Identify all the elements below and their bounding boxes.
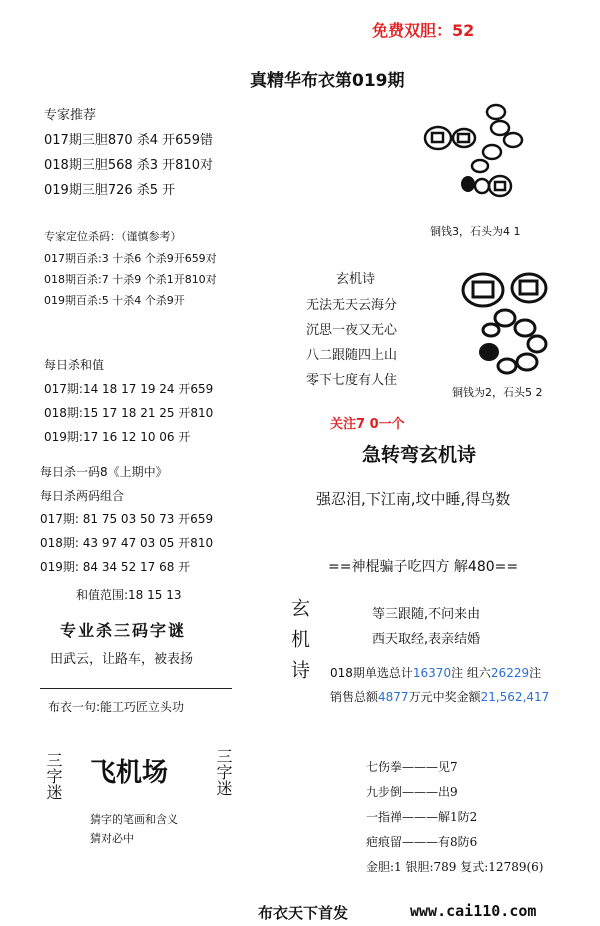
expert-line: 018期三胆568 杀3 开810对: [44, 158, 213, 173]
sales-text: 万元中奖金额: [408, 690, 481, 704]
coins-caption-1: 铜钱3，石头为4 1: [430, 225, 521, 238]
sales-text: 018期单选总计: [330, 666, 413, 680]
riddle-hint: 猜字的笔画和含义: [90, 813, 178, 826]
tip-line: 金胆:1 银胆:789 复式:12789(6): [366, 860, 544, 874]
two-code-line: 017期: 81 75 03 50 73 开659: [40, 512, 214, 526]
page-title: 真精华布衣第019期: [250, 71, 405, 91]
sales-number: 26229: [490, 666, 530, 680]
expert-line: 017期三胆870 杀4 开659错: [44, 133, 213, 148]
sum-kill-line: 018期:15 17 18 21 25 开810: [44, 406, 214, 420]
sales-number: 4877: [378, 690, 409, 704]
buyi-saying: 布衣一句:能工巧匠立头功: [48, 700, 185, 714]
xuanji-line: 等三跟随,不问来由: [372, 607, 481, 622]
two-code-line: 018期: 43 97 47 03 05 开810: [40, 536, 214, 550]
coins-caption-2: 铜钱为2，石头5 2: [452, 386, 543, 399]
xuanji-vertical: 玄机诗: [288, 598, 310, 691]
riddle-hint: 猜对必中: [90, 832, 134, 845]
position-kill-line: 017期百杀:3 十杀6 个杀9开659对: [44, 252, 217, 265]
sales-number: 16370: [412, 666, 452, 680]
tip-line: 九步倒———出9: [366, 785, 458, 799]
poem-line: 无法无天云海分: [306, 298, 398, 313]
sum-range: 和值范围:18 15 13: [76, 588, 182, 602]
sales-text: 注: [529, 666, 542, 680]
position-kill-line: 018期百杀:7 十杀9 个杀1开810对: [44, 273, 217, 286]
footer-brand: 布衣天下首发: [258, 904, 349, 922]
coins-stones-illustration-2: [455, 268, 565, 378]
tip-line: 疤痕留———有8防6: [366, 835, 478, 849]
poem-line: 零下七度有人住: [306, 373, 398, 388]
sum-kill-line: 019期:17 16 12 10 06 开: [44, 430, 191, 444]
footer-url[interactable]: www.cai110.com: [410, 902, 537, 920]
two-code-line: 019期: 84 34 52 17 68 开: [40, 560, 191, 574]
sales-line-2: [330, 688, 549, 705]
expert-heading: 专家推荐: [44, 108, 97, 123]
sum-kill-heading: 每日杀和值: [44, 358, 105, 372]
sales-line-1: [330, 664, 541, 681]
divider: [40, 688, 232, 689]
riddle-title: 飞机场: [90, 758, 169, 788]
focus-title: 急转弯玄机诗: [362, 444, 477, 466]
one-code-heading: 每日杀一码8《上期中》: [40, 465, 168, 479]
poem-heading: 玄机诗: [336, 272, 376, 287]
poem-line: 八二跟随四上山: [306, 348, 398, 363]
kill3-title: 专业杀三码字谜: [60, 621, 187, 640]
sales-number: 21,562,417: [480, 690, 550, 704]
position-kill-line: 019期百杀:5 十杀4 个杀9开: [44, 294, 185, 307]
riddle-left-vertical: 三字迷: [44, 752, 63, 800]
sum-kill-line: 017期:14 18 17 19 24 开659: [44, 382, 214, 396]
sales-text: 注 组六: [451, 666, 491, 680]
poem-line: 沉思一夜又无心: [306, 323, 398, 338]
xuanji-line: 西天取经,表亲结婚: [372, 632, 481, 647]
scam-line: ==神棍骗子吃四方 解480==: [328, 559, 519, 575]
free-pair-label: 免费双胆：52: [372, 21, 475, 40]
sales-text: 销售总额: [330, 690, 379, 704]
expert-line: 019期三胆726 杀5 开: [44, 183, 176, 198]
position-kill-heading: 专家定位杀码：（谨慎参考）: [44, 230, 182, 243]
two-code-heading: 每日杀两码组合: [40, 489, 125, 503]
kill3-text: 田武云，让路车，被表扬: [50, 652, 194, 667]
focus-label: 关注7 0一个: [330, 417, 405, 432]
riddle-right-vertical: 三字迷: [214, 748, 233, 796]
coins-stones-illustration-1: [418, 100, 528, 210]
tip-line: 一指禅———解1防2: [366, 810, 478, 824]
tip-line: 七伤拳———见7: [366, 760, 458, 774]
focus-text: 强忍泪,下江南,坟中睡,得鸟数: [316, 490, 511, 508]
